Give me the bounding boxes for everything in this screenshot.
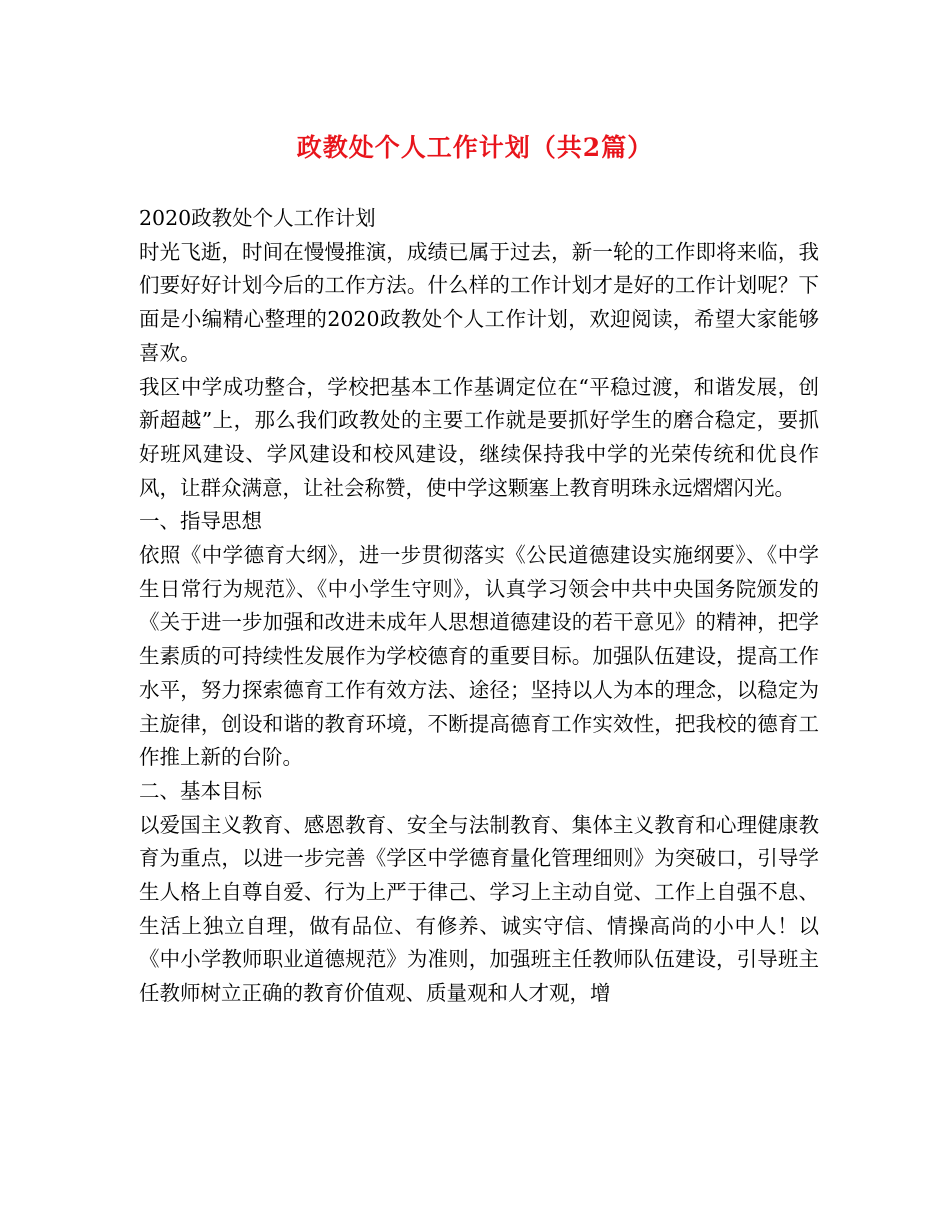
section-heading-basic-goals: 二、基本目标 (139, 778, 262, 803)
guiding-thought-paragraph: 依照《中学德育大纲》，进一步贯彻落实《公民道德建设实施纲要》、《中学生日常行为规范》、《中小学生守则》，认真学习领会中共中央国务院颁发的《关于进一步加强和改进未成年人思想道德建设的若干意见》的精神，把学生素质的可持续性发展作为学校德育的重要目标。加强队伍建设，提高工作水平，努力探索德育工作有效方法、途径；坚持以人为本的理念，以稳定为主旋律，创设和谐的教育环境，不断提高德育工作实效性，把我校的德育工作推上新的台阶。 (139, 543, 819, 770)
subtitle-paragraph: 2020政教处个人工作计划 (139, 206, 376, 230)
section-heading-guiding-thought: 一、指导思想 (139, 509, 262, 534)
document-title: 政教处个人工作计划（共2篇） (296, 133, 654, 162)
document-body (139, 202, 819, 1011)
intro-paragraph: 时光飞逝，时间在慢慢推演，成绩已属于过去，新一轮的工作即将来临，我们要好好计划今后的工作方法。什么样的工作计划才是好的工作计划呢？下面是小编精心整理的2020政教处个人工作计划，欢迎阅读，希望大家能够喜欢。 (139, 239, 819, 365)
basic-goals-paragraph: 以爱国主义教育、感恩教育、安全与法制教育、集体主义教育和心理健康教育为重点，以进一步完善《学区中学德育量化管理细则》为突破口，引导学生人格上自尊自爱、行为上严于律己、学习上主动自觉、工作上自强不息、生活上独立自理，做有品位、有修养、诚实守信、情操高尚的小中人！以《中小学教师职业道德规范》为准则，加强班主任教师队伍建设，引导班主任教师树立正确的教育价值观、质量观和人才观，增 (139, 812, 819, 1006)
background-paragraph: 我区中学成功整合，学校把基本工作基调定位在“平稳过渡，和谐发展，创新超越”上，那么我们政教处的主要工作就是要抓好学生的磨合稳定，要抓好班风建设、学风建设和校风建设，继续保持我中学的光荣传统和优良作风，让群众满意，让社会称赞，使中学这颗塞上教育明珠永远熠熠闪光。 (139, 374, 819, 500)
